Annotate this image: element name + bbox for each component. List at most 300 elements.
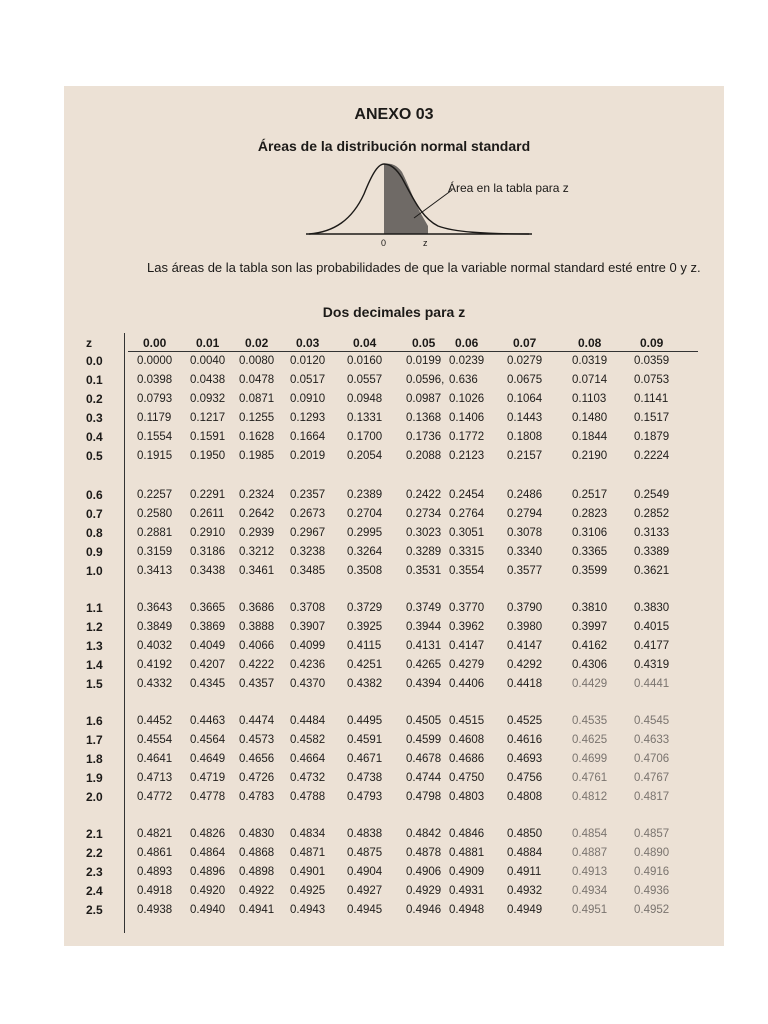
table-cell: 0.4099: [290, 640, 326, 652]
table-cell: 0.1772: [449, 431, 485, 443]
table-cell: 0.4664: [290, 753, 326, 765]
table-cell: 0.4564: [190, 734, 226, 746]
table-cell: 0.4925: [290, 885, 326, 897]
table-cell: 0.3078: [507, 527, 543, 539]
table-cell: 0.4032: [137, 640, 173, 652]
table-cell: 0.4115: [347, 640, 382, 652]
table-cell: 0.4868: [239, 847, 275, 859]
table-cell: 0.4916: [634, 866, 670, 878]
table-cell: 0.4177: [634, 640, 670, 652]
table-cell: 0.4846: [449, 828, 485, 840]
table-cell: 0.4515: [449, 715, 485, 727]
table-cell: 0.4382: [347, 678, 383, 690]
table-cell: 0.3438: [190, 565, 226, 577]
table-cell: 0.1517: [634, 412, 670, 424]
table-cell: 0.3365: [572, 546, 608, 558]
table-cell: 0.2852: [634, 508, 670, 520]
table-cell: 0.4332: [137, 678, 173, 690]
table-cell: 0.0478: [239, 374, 275, 386]
table-cell: 0.3708: [290, 602, 326, 614]
table-cell: 0.3962: [449, 621, 485, 633]
z-value: 1.2: [86, 620, 103, 634]
table-cell: 0.2517: [572, 489, 608, 501]
table-cell: 0.4599: [406, 734, 442, 746]
table-cell: 0.1293: [290, 412, 326, 424]
table-cell: 0.1406: [449, 412, 485, 424]
table-cell: 0.4719: [190, 772, 226, 784]
table-cell: 0.4952: [634, 904, 670, 916]
table-cell: 0.3665: [190, 602, 226, 614]
table-cell: 0.1700: [347, 431, 383, 443]
table-cell: 0.4934: [572, 885, 608, 897]
table-cell: 0.1915: [137, 450, 173, 462]
table-cell: 0.0000: [137, 355, 173, 367]
table-cell: 0.4265: [406, 659, 442, 671]
table-cell: 0.2257: [137, 489, 173, 501]
table-cell: 0.4830: [239, 828, 275, 840]
table-cell: 0.4898: [239, 866, 275, 878]
table-cell: 0.4948: [449, 904, 485, 916]
table-cell: 0.4940: [190, 904, 226, 916]
table-cell: 0.4495: [347, 715, 383, 727]
table-cell: 0.4887: [572, 847, 608, 859]
table-cell: 0.4394: [406, 678, 442, 690]
table-cell: 0.4890: [634, 847, 670, 859]
table-cell: 0.4793: [347, 791, 383, 803]
table-cell: 0.2389: [347, 489, 383, 501]
table-cell: 0.3554: [449, 565, 485, 577]
table-cell: 0.2642: [239, 508, 275, 520]
table-cell: 0.1331: [347, 412, 383, 424]
table-cell: 0.4049: [190, 640, 226, 652]
table-cell: 0.4292: [507, 659, 543, 671]
column-header: 0.00: [143, 336, 167, 350]
table-cell: 0.2734: [406, 508, 442, 520]
table-cell: 0.0596,: [406, 374, 445, 386]
z-value: 2.5: [86, 903, 103, 917]
table-cell: 0.0910: [290, 393, 326, 405]
table-cell: 0.3508: [347, 565, 383, 577]
column-header: 0.09: [640, 336, 664, 350]
table-cell: 0.4582: [290, 734, 326, 746]
table-cell: 0.4207: [190, 659, 226, 671]
z-value: 2.3: [86, 865, 103, 879]
table-cell: 0.3051: [449, 527, 485, 539]
table-cell: 0.0398: [137, 374, 173, 386]
table-cell: 0.3888: [239, 621, 275, 633]
table-cell: 0.4744: [406, 772, 442, 784]
table-cell: 0.3461: [239, 565, 275, 577]
z-value: 0.0: [86, 354, 103, 368]
table-cell: 0.0871: [239, 393, 275, 405]
table-cell: 0.2019: [290, 450, 326, 462]
table-cell: 0.1064: [507, 393, 543, 405]
table-cell: 0.4686: [449, 753, 485, 765]
table-cell: 0.3133: [634, 527, 670, 539]
table-cell: 0.3599: [572, 565, 608, 577]
table-cell: 0.4941: [239, 904, 275, 916]
table-cell: 0.4474: [239, 715, 275, 727]
table-cell: 0.4452: [137, 715, 173, 727]
table-cell: 0.1950: [190, 450, 226, 462]
table-cell: 0.1664: [290, 431, 326, 443]
table-cell: 0.0987: [406, 393, 442, 405]
table-cell: 0.1591: [190, 431, 226, 443]
table-cell: 0.0517: [290, 374, 326, 386]
tick-zero: 0: [381, 238, 387, 248]
table-cell: 0.2704: [347, 508, 383, 520]
table-cell: 0.2995: [347, 527, 383, 539]
table-cell: 0.0080: [239, 355, 275, 367]
table-cell: 0.3849: [137, 621, 173, 633]
table-cell: 0.1554: [137, 431, 173, 443]
table-cell: 0.4279: [449, 659, 485, 671]
table-cell: 0.3869: [190, 621, 226, 633]
table-cell: 0.3925: [347, 621, 383, 633]
z-value: 0.4: [86, 430, 103, 444]
table-cell: 0.4554: [137, 734, 173, 746]
table-cell: 0.4803: [449, 791, 485, 803]
table-cell: 0.0557: [347, 374, 383, 386]
table-cell: 0.4591: [347, 734, 383, 746]
table-cell: 0.3023: [406, 527, 442, 539]
column-header: 0.08: [578, 336, 602, 350]
table-cell: 0.2764: [449, 508, 485, 520]
table-cell: 0.4893: [137, 866, 173, 878]
z-value: 0.9: [86, 545, 103, 559]
table-cell: 0.4931: [449, 885, 485, 897]
table-cell: 0.4922: [239, 885, 275, 897]
table-cell: 0.3212: [239, 546, 275, 558]
document-page: [64, 86, 724, 946]
table-cell: 0.4871: [290, 847, 326, 859]
page-subtitle: Áreas de la distribución normal standard: [257, 138, 531, 154]
table-cell: 0.4525: [507, 715, 543, 727]
table-cell: 0.4756: [507, 772, 543, 784]
table-cell: 0.4656: [239, 753, 275, 765]
table-cell: 0.4713: [137, 772, 173, 784]
z-value: 0.5: [86, 449, 103, 463]
table-cell: 0.2190: [572, 450, 608, 462]
z-value: 0.2: [86, 392, 103, 406]
table-cell: 0.1255: [239, 412, 275, 424]
table-cell: 0.4357: [239, 678, 275, 690]
label-pointer: [414, 190, 452, 218]
curve-label: Área en la tabla para z: [448, 181, 569, 195]
column-header: 0.02: [245, 336, 269, 350]
table-cell: 0.3531: [406, 565, 442, 577]
table-cell: 0.4945: [347, 904, 383, 916]
table-cell: 0.4875: [347, 847, 383, 859]
table-cell: 0.3643: [137, 602, 173, 614]
table-cell: 0.1628: [239, 431, 275, 443]
table-cell: 0.4750: [449, 772, 485, 784]
table-cell: 0.4808: [507, 791, 543, 803]
table-cell: 0.0793: [137, 393, 173, 405]
table-cell: 0.2823: [572, 508, 608, 520]
table-cell: 0.1368: [406, 412, 442, 424]
z-value: 1.5: [86, 677, 103, 691]
z-value: 0.8: [86, 526, 103, 540]
table-cell: 0.4608: [449, 734, 485, 746]
table-cell: 0.3289: [406, 546, 442, 558]
z-column-rule: [124, 333, 125, 933]
table-cell: 0.4783: [239, 791, 275, 803]
table-cell: 0.2939: [239, 527, 275, 539]
table-cell: 0.2088: [406, 450, 442, 462]
table-cell: 0.4066: [239, 640, 275, 652]
table-cell: 0.4484: [290, 715, 326, 727]
table-cell: 0.0438: [190, 374, 226, 386]
table-cell: 0.4131: [406, 640, 442, 652]
table-cell: 0.1217: [190, 412, 226, 424]
table-cell: 0.4649: [190, 753, 226, 765]
table-cell: 0.3907: [290, 621, 326, 633]
table-cell: 0.0675: [507, 374, 543, 386]
table-cell: 0.4817: [634, 791, 670, 803]
tick-z: z: [423, 238, 428, 248]
table-cell: 0.1985: [239, 450, 275, 462]
table-cell: 0.0948: [347, 393, 383, 405]
table-cell: 0.4726: [239, 772, 275, 784]
table-cell: 0.1179: [137, 412, 172, 424]
table-cell: 0.2422: [406, 489, 442, 501]
table-cell: 0.4842: [406, 828, 442, 840]
table-cell: 0.4535: [572, 715, 608, 727]
z-value: 1.9: [86, 771, 103, 785]
table-cell: 0.4927: [347, 885, 383, 897]
table-cell: 0.4236: [290, 659, 326, 671]
table-cell: 0.2580: [137, 508, 173, 520]
table-cell: 0.4706: [634, 753, 670, 765]
table-cell: 0.4854: [572, 828, 608, 840]
table-cell: 0.4761: [572, 772, 608, 784]
description-text: Las áreas de la tabla son las probabilidades de que la variable normal standard esté entre 0 y z.: [147, 260, 701, 275]
page-title: ANEXO 03: [354, 106, 434, 123]
column-header: 0.03: [296, 336, 320, 350]
table-cell: 0.3389: [634, 546, 670, 558]
table-cell: 0.2967: [290, 527, 326, 539]
table-cell: 0.1026: [449, 393, 485, 405]
table-cell: 0.0753: [634, 374, 670, 386]
table-cell: 0.4370: [290, 678, 326, 690]
table-cell: 0.4671: [347, 753, 383, 765]
column-header: 0.01: [196, 336, 220, 350]
table-cell: 0.4904: [347, 866, 383, 878]
z-header: z: [86, 336, 92, 350]
table-cell: 0.2549: [634, 489, 670, 501]
table-cell: 0.2157: [507, 450, 543, 462]
table-cell: 0.4901: [290, 866, 326, 878]
table-cell: 0.1808: [507, 431, 543, 443]
table-cell: 0.0714: [572, 374, 608, 386]
table-cell: 0.2611: [190, 508, 225, 520]
table-cell: 0.1480: [572, 412, 608, 424]
table-cell: 0.4767: [634, 772, 670, 784]
table-cell: 0.0160: [347, 355, 383, 367]
table-cell: 0.3729: [347, 602, 383, 614]
table-cell: 0.4616: [507, 734, 543, 746]
table-cell: 0.4788: [290, 791, 326, 803]
table-cell: 0.4772: [137, 791, 173, 803]
table-cell: 0.4881: [449, 847, 485, 859]
table-cell: 0.4850: [507, 828, 543, 840]
table-cell: 0.4573: [239, 734, 275, 746]
table-cell: 0.4406: [449, 678, 485, 690]
table-cell: 0.4441: [634, 678, 670, 690]
table-cell: 0.4798: [406, 791, 442, 803]
table-cell: 0.4951: [572, 904, 608, 916]
table-cell: 0.4693: [507, 753, 543, 765]
z-value: 2.2: [86, 846, 103, 860]
table-cell: 0.2454: [449, 489, 485, 501]
column-header: 0.04: [353, 336, 377, 350]
table-cell: 0.4345: [190, 678, 226, 690]
table-cell: 0.3485: [290, 565, 326, 577]
table-cell: 0.3340: [507, 546, 543, 558]
table-cell: 0.4913: [572, 866, 608, 878]
table-cell: 0.4946: [406, 904, 442, 916]
table-cell: 0.4884: [507, 847, 543, 859]
table-cell: 0.4911: [507, 866, 542, 878]
table-cell: 0.1141: [634, 393, 669, 405]
z-value: 2.1: [86, 827, 103, 841]
table-cell: 0.4463: [190, 715, 226, 727]
table-cell: 0.3944: [406, 621, 442, 633]
column-header: 0.07: [513, 336, 537, 350]
table-cell: 0.4864: [190, 847, 226, 859]
normal-curve-figure: [304, 156, 534, 238]
table-cell: 0.4949: [507, 904, 543, 916]
table-cell: 0.4015: [634, 621, 670, 633]
table-cell: 0.0199: [406, 355, 442, 367]
table-cell: 0.3186: [190, 546, 226, 558]
table-cell: 0.3790: [507, 602, 543, 614]
table-cell: 0.2673: [290, 508, 326, 520]
table-cell: 0.0120: [290, 355, 326, 367]
table-cell: 0.4826: [190, 828, 226, 840]
table-cell: 0.3264: [347, 546, 383, 558]
table-cell: 0.1103: [572, 393, 607, 405]
table-cell: 0.0040: [190, 355, 226, 367]
z-value: 0.3: [86, 411, 103, 425]
table-cell: 0.2357: [290, 489, 326, 501]
table-cell: 0.4732: [290, 772, 326, 784]
table-cell: 0.0239: [449, 355, 485, 367]
table-cell: 0.4222: [239, 659, 275, 671]
table-cell: 0.4418: [507, 678, 543, 690]
table-cell: 0.4505: [406, 715, 442, 727]
z-value: 2.0: [86, 790, 103, 804]
table-cell: 0.4633: [634, 734, 670, 746]
table-cell: 0.4861: [137, 847, 173, 859]
shaded-area: [384, 164, 428, 234]
table-cell: 0.3749: [406, 602, 442, 614]
table-cell: 0.3980: [507, 621, 543, 633]
table-cell: 0.4738: [347, 772, 383, 784]
table-cell: 0.2910: [190, 527, 226, 539]
table-cell: 0.4429: [572, 678, 608, 690]
table-cell: 0.4251: [347, 659, 383, 671]
table-cell: 0.4929: [406, 885, 442, 897]
table-cell: 0.3621: [634, 565, 670, 577]
table-cell: 0.2486: [507, 489, 543, 501]
z-value: 1.8: [86, 752, 103, 766]
table-cell: 0.2291: [190, 489, 226, 501]
table-cell: 0.3770: [449, 602, 485, 614]
table-cell: 0.4147: [449, 640, 485, 652]
table-cell: 0.4838: [347, 828, 383, 840]
table-cell: 0.636: [449, 374, 478, 386]
table-cell: 0.4319: [634, 659, 670, 671]
z-value: 1.3: [86, 639, 103, 653]
z-value: 0.6: [86, 488, 103, 502]
column-header: 0.05: [412, 336, 436, 350]
table-cell: 0.2794: [507, 508, 543, 520]
table-cell: 0.4306: [572, 659, 608, 671]
header-rule: [128, 351, 698, 352]
table-cell: 0.2224: [634, 450, 670, 462]
table-cell: 0.1736: [406, 431, 442, 443]
table-cell: 0.4938: [137, 904, 173, 916]
table-cell: 0.1879: [634, 431, 670, 443]
table-cell: 0.4932: [507, 885, 543, 897]
table-cell: 0.3810: [572, 602, 608, 614]
table-cell: 0.4778: [190, 791, 226, 803]
z-value: 1.6: [86, 714, 103, 728]
table-cell: 0.4625: [572, 734, 608, 746]
table-cell: 0.0319: [572, 355, 608, 367]
z-value: 2.4: [86, 884, 103, 898]
table-cell: 0.4834: [290, 828, 326, 840]
z-value: 1.4: [86, 658, 103, 672]
table-cell: 0.3686: [239, 602, 275, 614]
table-cell: 0.0932: [190, 393, 226, 405]
table-cell: 0.4936: [634, 885, 670, 897]
table-cell: 0.4812: [572, 791, 608, 803]
table-cell: 0.4857: [634, 828, 670, 840]
table-cell: 0.3106: [572, 527, 608, 539]
table-cell: 0.2123: [449, 450, 485, 462]
column-header: 0.06: [455, 336, 479, 350]
table-cell: 0.2054: [347, 450, 383, 462]
table-cell: 0.1844: [572, 431, 608, 443]
table-cell: 0.4641: [137, 753, 173, 765]
table-cell: 0.0359: [634, 355, 670, 367]
table-cell: 0.3997: [572, 621, 608, 633]
z-value: 1.1: [86, 601, 103, 615]
table-cell: 0.1443: [507, 412, 543, 424]
table-cell: 0.3577: [507, 565, 543, 577]
table-cell: 0.2324: [239, 489, 275, 501]
table-cell: 0.4147: [507, 640, 543, 652]
table-cell: 0.4545: [634, 715, 670, 727]
table-cell: 0.4906: [406, 866, 442, 878]
z-value: 0.7: [86, 507, 103, 521]
table-cell: 0.3159: [137, 546, 173, 558]
table-cell: 0.3315: [449, 546, 485, 558]
table-cell: 0.4920: [190, 885, 226, 897]
table-cell: 0.4918: [137, 885, 173, 897]
table-cell: 0.4896: [190, 866, 226, 878]
z-value: 1.0: [86, 564, 103, 578]
table-cell: 0.4943: [290, 904, 326, 916]
table-cell: 0.0279: [507, 355, 543, 367]
z-value: 1.7: [86, 733, 103, 747]
table-cell: 0.4678: [406, 753, 442, 765]
table-cell: 0.2881: [137, 527, 173, 539]
table-title: Dos decimales para z: [322, 304, 466, 320]
